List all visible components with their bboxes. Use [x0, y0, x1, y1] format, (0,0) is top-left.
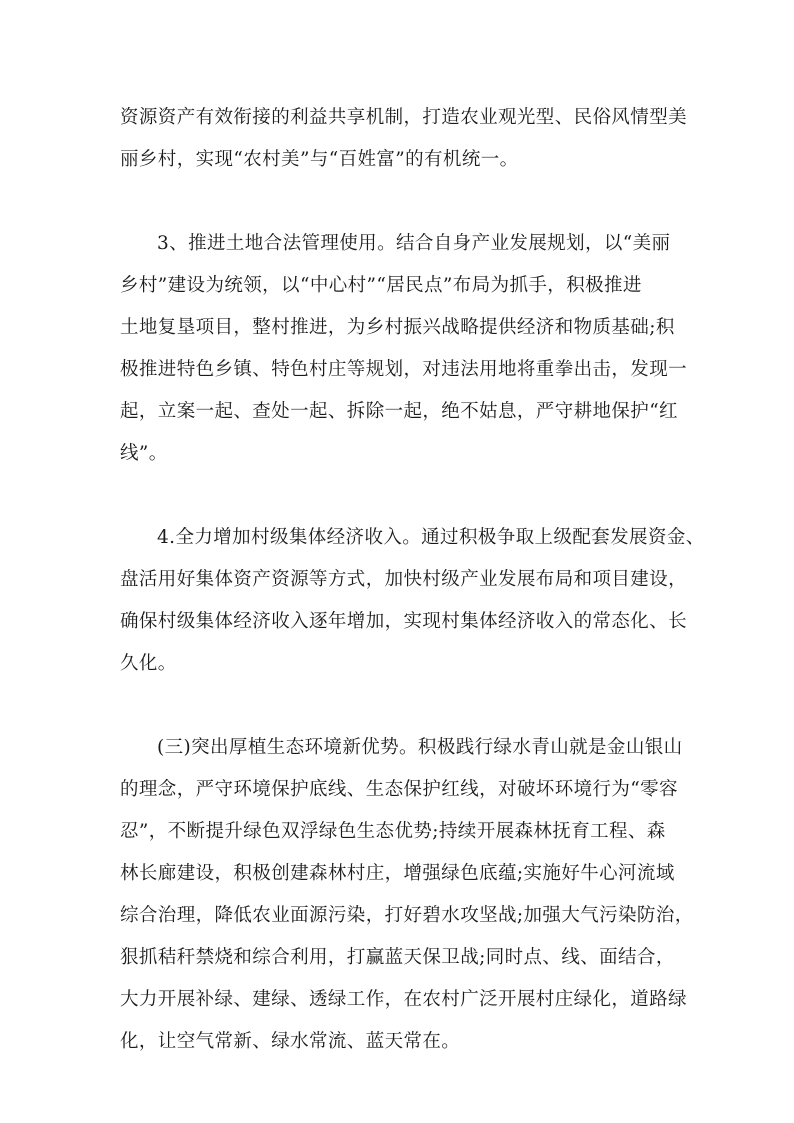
text-line: 综合治理，降低农业面源污染，打好碧水攻坚战;加强大气污染防治，: [120, 905, 694, 926]
text-line: 大力开展补绿、建绿、透绿工作，在农村广泛开展村庄绿化，道路绿: [120, 989, 688, 1010]
text-line: 4.全力增加村级集体经济收入。通过积极争取上级配套发展资金、: [157, 527, 705, 548]
text-line: 起，立案一起、查处一起、拆除一起，绝不姑息，严守耕地保护“红: [120, 401, 678, 422]
text-line: 狠抓秸秆禁烧和综合利用，打赢蓝天保卫战;同时点、线、面结合，: [120, 947, 675, 968]
text-line: 盘活用好集体资产资源等方式，加快村级产业发展布局和项目建设，: [120, 569, 688, 590]
text-line: 资源资产有效衔接的利益共享机制，打造农业观光型、民俗风情型美: [120, 107, 688, 128]
text-line: 乡村”建设为统领，以“中心村”“居民点”布局为抓手，积极推进: [120, 275, 642, 296]
text-line: 化，让空气常新、绿水常流、蓝天常在。: [120, 1031, 461, 1052]
text-line: 确保村级集体经济收入逐年增加，实现村集体经济收入的常态化、长: [120, 611, 688, 632]
text-line: 线”。: [120, 443, 168, 464]
text-line: 的理念，严守环境保护底线、生态保护红线，对破坏环境行为“零容: [120, 779, 678, 800]
text-line: 忍”，不断提升绿色双浮绿色生态优势;持续开展森林抚育工程、森: [120, 821, 666, 842]
text-line: 林长廊建设，积极创建森林村庄，增强绿色底蕴;实施好牛心河流域: [120, 863, 675, 884]
text-line: 3、推进土地合法管理使用。结合自身产业发展规划，以“美丽: [157, 233, 671, 254]
text-line: 土地复垦项目，整村推进，为乡村振兴战略提供经济和物质基础;积: [120, 317, 675, 338]
text-line: 久化。: [120, 653, 177, 674]
text-line: 极推进特色乡镇、特色村庄等规划，对违法用地将重拳出击，发现一: [120, 359, 688, 380]
text-line: 丽乡村，实现“农村美”与“百姓富”的有机统一。: [120, 149, 519, 170]
text-line: (三)突出厚植生态环境新优势。积极践行绿水青山就是金山银山: [157, 737, 683, 758]
